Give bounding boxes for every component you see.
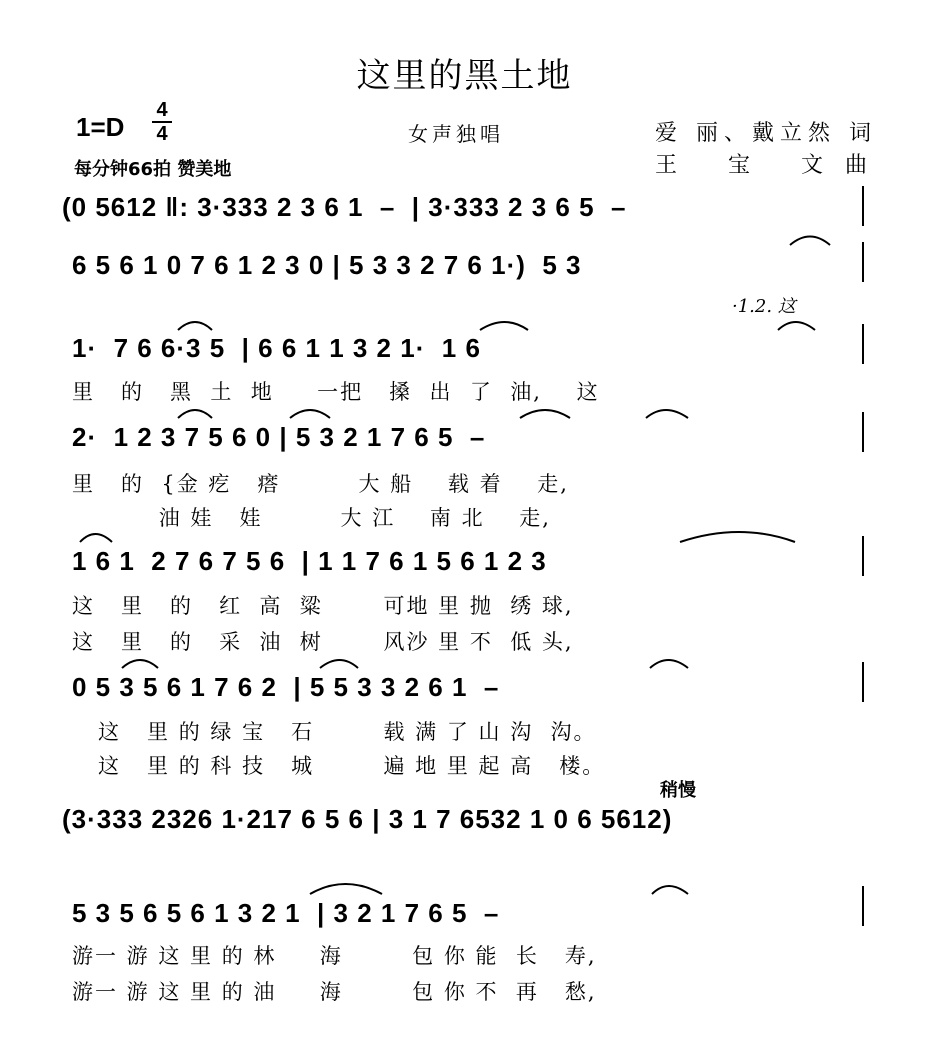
notation-line-5: 1 6 1 2 7 6 7 5 6 | 1 1 7 6 1 5 6 1 2 3 — [72, 546, 547, 576]
tie — [290, 410, 330, 418]
lyric-line-4b: 油 娃 娃 大 江 南 北 走, — [72, 506, 551, 530]
notation-line-4: 2· 1 2 3 7 5 6 0 | 5 3 2 1 7 6 5 – — [72, 422, 486, 452]
notation-line-1: (0 5612 ‖: 3·333 2 3 6 1 – | 3·333 2 3 6 5 – — [62, 192, 627, 222]
tie — [320, 660, 358, 668]
tie — [80, 534, 112, 542]
vocal-type: 女声独唱 — [408, 122, 504, 146]
notation-line-6: 0 5 3 5 6 1 7 6 2 | 5 5 3 3 2 6 1 – — [72, 672, 500, 702]
tie — [520, 410, 570, 418]
notation-line-7: (3·333 2326 1·217 6 5 6 | 3 1 7 6532 1 0 6 5612) — [62, 804, 673, 834]
lyric-line-4a: 里 的 {金 疙 瘩 大 船 载 着 走, — [72, 472, 569, 496]
tie — [178, 322, 212, 330]
notation-line-3: 1· 7 6 6·3 5 | 6 6 1 1 3 2 1· 1 6 — [72, 333, 481, 363]
tie — [650, 660, 688, 668]
lyric-line-6a: 这 里 的 绿 宝 石 载 满 了 山 沟 沟。 — [72, 720, 597, 744]
lyric-line-6b: 这 里 的 科 技 城 遍 地 里 起 高 楼。 — [72, 754, 606, 778]
tie — [778, 322, 815, 330]
tie — [652, 886, 688, 894]
tempo-marking: 每分钟66拍 赞美地 — [74, 159, 232, 180]
lyricist: 爱 丽、戴立然 词 — [655, 121, 877, 146]
lyric-line-5a: 这 里 的 红 高 粱 可地 里 抛 绣 球, — [72, 594, 574, 618]
key-signature: 1=D — [76, 112, 125, 142]
tie — [310, 884, 382, 894]
volta-marking: ·1.2. 这 — [732, 296, 796, 317]
lyric-line-5b: 这 里 的 采 油 树 风沙 里 不 低 头, — [72, 630, 574, 654]
tie — [178, 410, 212, 418]
composer: 王 宝 文曲 — [655, 153, 889, 178]
song-title: 这里的黑土地 — [356, 56, 573, 96]
tie — [646, 410, 688, 418]
tie — [790, 237, 830, 246]
notation-line-2: 6 5 6 1 0 7 6 1 2 3 0 | 5 3 3 2 7 6 1·) 5 3 — [72, 250, 582, 280]
lyric-line-3: 里 的 黑 土 地 一把 搡 出 了 油, 这 — [72, 380, 600, 404]
lyric-line-8b: 游一 游 这 里 的 油 海 包 你 不 再 愁, — [72, 980, 597, 1004]
time-top: 4 — [156, 99, 168, 121]
tie — [680, 532, 795, 542]
tie — [480, 322, 528, 330]
time-bottom: 4 — [156, 123, 168, 145]
tempo-slow-marking: 稍慢 — [660, 780, 696, 801]
lyric-line-8a: 游一 游 这 里 的 林 海 包 你 能 长 寿, — [72, 944, 597, 968]
tie — [122, 660, 158, 668]
notation-line-8: 5 3 5 6 5 6 1 3 2 1 | 3 2 1 7 6 5 – — [72, 898, 500, 928]
